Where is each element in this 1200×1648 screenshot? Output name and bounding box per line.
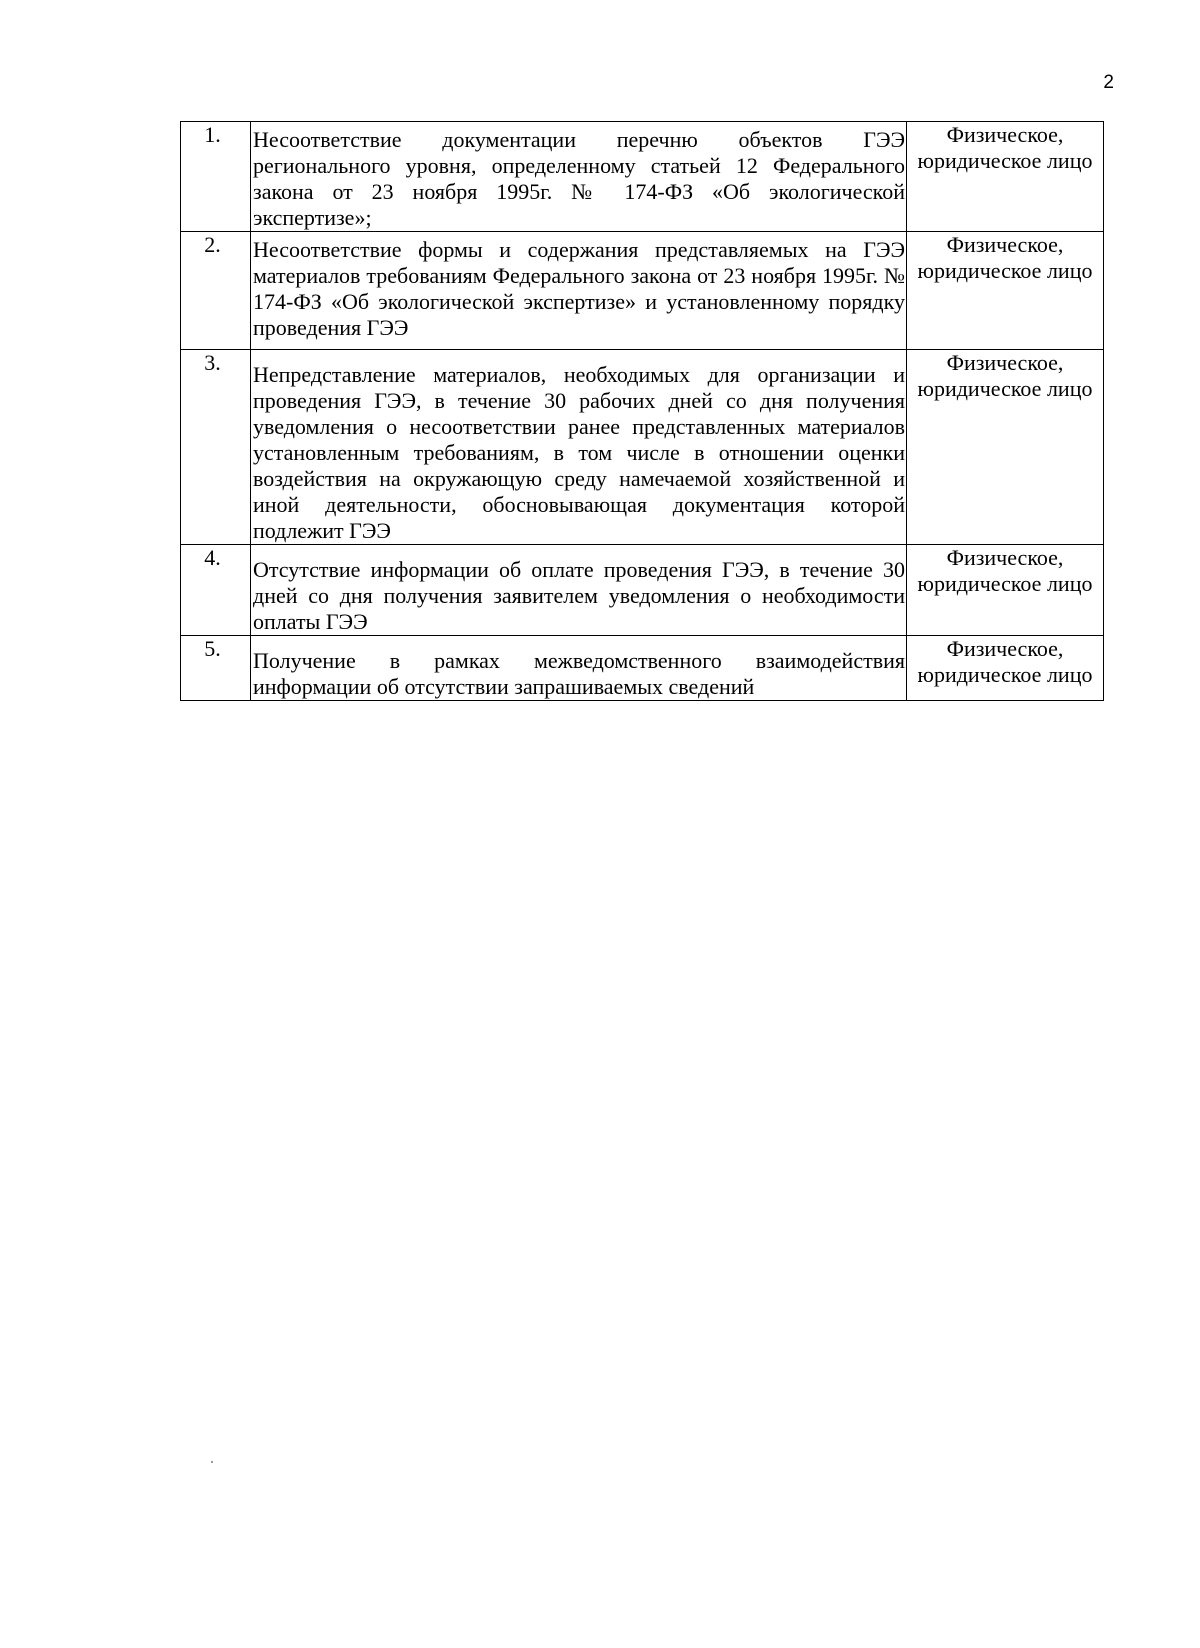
applicant-cell (907, 636, 1104, 701)
row-number: 2. (204, 232, 221, 257)
page-number: 2 (1103, 72, 1114, 93)
scan-speck (211, 1461, 213, 1463)
refusal-grounds-table (180, 121, 1104, 701)
row-number-cell (181, 636, 251, 701)
row-number: 3. (204, 350, 221, 375)
applicant-line: юридическое лицо (917, 258, 1093, 283)
row-number-cell (181, 350, 251, 545)
reason-text: Отсутствие информации об оплате проведения ГЭЭ, в течение 30 дней со дня получения заявителем уведомления о необходимости оплаты ГЭЭ (253, 557, 905, 634)
table-row (181, 545, 1104, 636)
reason-cell (251, 636, 907, 701)
applicant-line: юридическое лицо (917, 662, 1093, 687)
applicant-line: Физическое, (946, 545, 1064, 570)
table-row (181, 122, 1104, 232)
applicant-line: Физическое, (946, 636, 1064, 661)
row-number-cell (181, 232, 251, 350)
table-row (181, 350, 1104, 545)
reason-text: Несоответствие документации перечню объектов ГЭЭ регионального уровня, определенному статьей 12 Федерального закона от 23 ноября 1995г. № 174-ФЗ «Об экологической экспертизе»; (253, 127, 905, 230)
applicant-line: Физическое, (946, 122, 1064, 147)
table-row (181, 232, 1104, 350)
applicant-line: юридическое лицо (917, 376, 1093, 401)
reason-text: Несоответствие формы и содержания представляемых на ГЭЭ материалов требованиям Федерального закона от 23 ноября 1995г. № 174-ФЗ «Об экологической экспертизе» и установленному порядку проведения ГЭЭ (253, 237, 905, 340)
reason-cell (251, 122, 907, 232)
applicant-line: Физическое, (946, 350, 1064, 375)
applicant-line: юридическое лицо (917, 148, 1093, 173)
applicant-cell (907, 545, 1104, 636)
row-number: 5. (204, 636, 221, 661)
row-number-cell (181, 122, 251, 232)
table-row (181, 636, 1104, 701)
row-number: 1. (204, 122, 221, 147)
applicant-line: юридическое лицо (917, 571, 1093, 596)
row-number: 4. (204, 545, 221, 570)
applicant-cell (907, 350, 1104, 545)
applicant-cell (907, 122, 1104, 232)
reason-cell (251, 232, 907, 350)
applicant-line: Физическое, (946, 232, 1064, 257)
applicant-cell (907, 232, 1104, 350)
reason-text: Непредставление материалов, необходимых для организации и проведения ГЭЭ, в течение 30 рабочих дней со дня получения уведомления о несоответствии ранее представленных материалов установленным требованиям, в том числе в отношении оценки воздействия на окружающую среду намечаемой хозяйственной и иной деятельности, обосновывающая документация которой подлежит ГЭЭ (253, 362, 905, 543)
reason-cell (251, 350, 907, 545)
row-number-cell (181, 545, 251, 636)
reason-cell (251, 545, 907, 636)
reason-text: Получение в рамках межведомственного взаимодействия информации об отсутствии запрашиваемых сведений (253, 648, 905, 699)
